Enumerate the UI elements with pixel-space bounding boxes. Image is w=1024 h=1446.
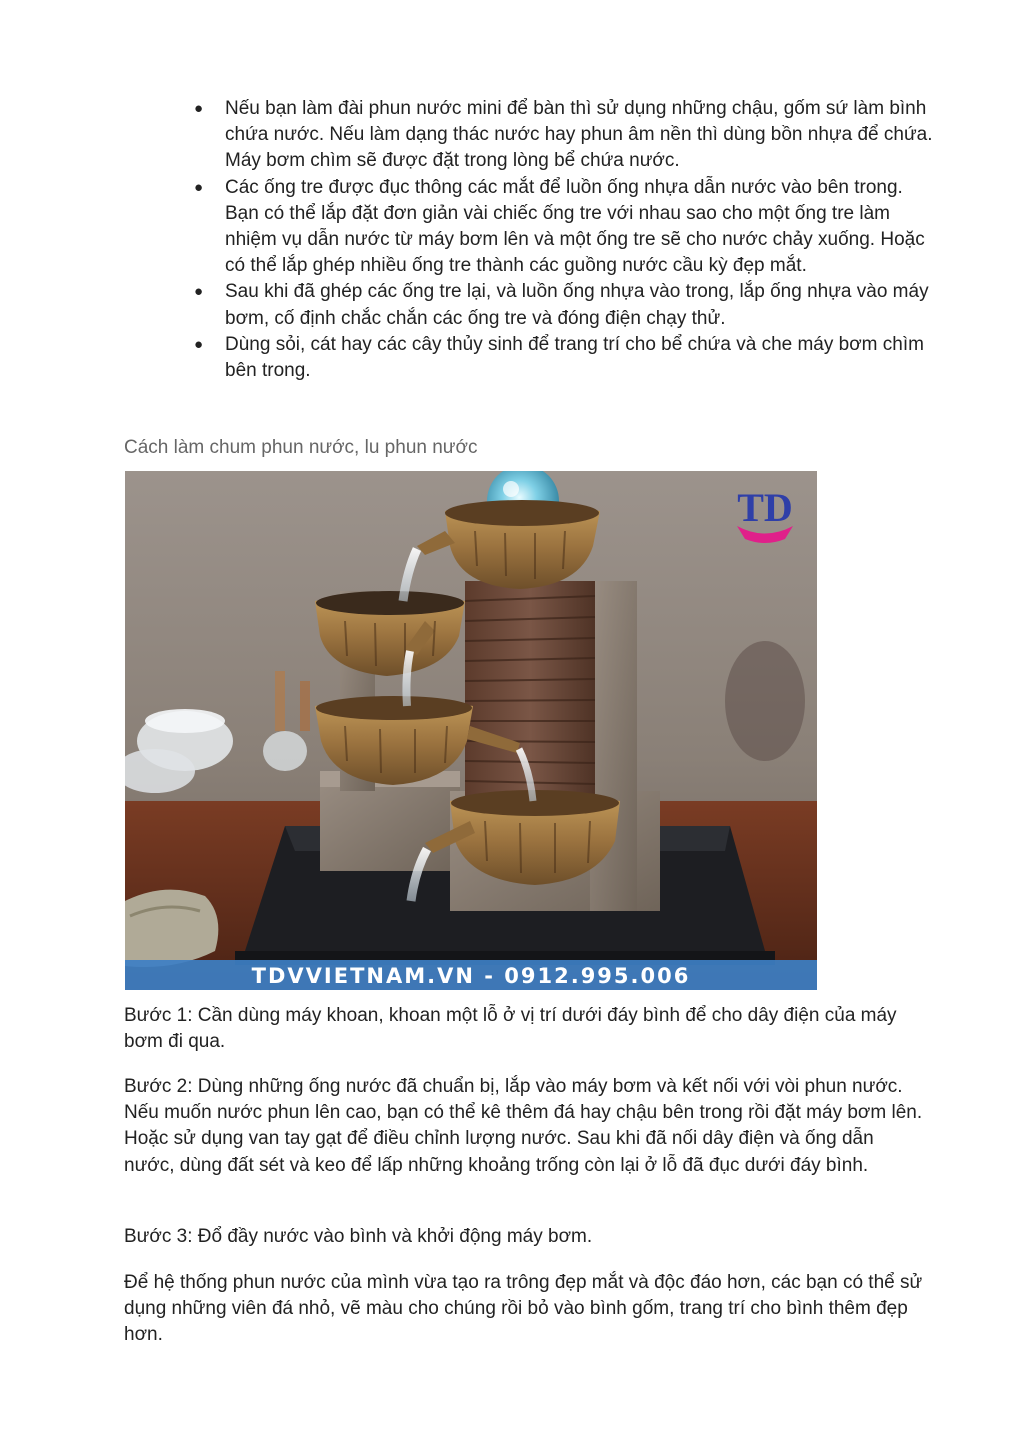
image-caption: Cách làm chum phun nước, lu phun nước <box>124 437 478 458</box>
bullet-list <box>194 96 934 384</box>
list-item-text: Dùng sỏi, cát hay các cây thủy sinh để trang trí cho bể chứa và che máy bơm chìm bên trong. <box>225 333 924 382</box>
list-item-text: Sau khi đã ghép các ống tre lại, và luồn ống nhựa vào trong, lắp ống nhựa vào máy bơm, cố định chắc chắn các ống tre và đóng điện chạy thử. <box>225 281 929 329</box>
bullet-icon: ● <box>194 100 204 117</box>
step-3-paragraph: Bước 3: Đổ đầy nước vào bình và khởi động máy bơm. <box>124 1226 593 1247</box>
list-item <box>194 175 934 280</box>
bullet-icon: ● <box>194 178 204 196</box>
bullet-icon: ● <box>194 335 204 353</box>
step-2-paragraph: Bước 2: Dùng những ống nước đã chuẩn bị, lắp vào máy bơm và kết nối với vòi phun nước. Nếu muốn nước phun lên cao, bạn có thể kê thêm đá hay chậu bên trong rồi đặt máy bơm lên. Hoặc sử dụng van tay gạt để điều chỉnh lượng nước. Sau khi đã nối dây điện và ống dẫn nước, dùng đất sét và keo để lấp những khoảng trống còn lại ở lỗ đã đục dưới đáy bình. <box>124 1076 923 1176</box>
list-item-text: Nếu bạn làm đài phun nước mini để bàn thì sử dụng những chậu, gốm sứ làm bình chứa nước. Nếu làm dạng thác nước hay phun âm nền thì dùng bồn nhựa để chứa. Máy bơm chìm sẽ được đặt trong lòng bể chứa nước. <box>225 98 933 172</box>
closing-paragraph: Để hệ thống phun nước của mình vừa tạo ra trông đẹp mắt và độc đáo hơn, các bạn có thể sử dụng những viên đá nhỏ, vẽ màu cho chúng rồi bỏ vào bình gốm, trang trí cho bình thêm đẹp hơn. <box>124 1272 923 1346</box>
list-item <box>194 96 934 175</box>
step-1-paragraph: Bước 1: Cần dùng máy khoan, khoan một lỗ ở vị trí dưới đáy bình để cho dây điện của máy bơm đi qua. <box>124 1005 897 1053</box>
image-banner-text: TDVVIETNAM.VN - 0912.995.006 <box>251 964 691 988</box>
fountain-photo <box>125 471 817 990</box>
logo-icon <box>737 485 793 543</box>
list-item <box>194 332 934 384</box>
bullet-icon: ● <box>194 283 204 301</box>
svg-text:TD: TD <box>737 485 793 530</box>
list-item-text: Các ống tre được đục thông các mắt để luồn ống nhựa dẫn nước vào bên trong. Bạn có thể lắp đặt đơn giản vài chiếc ống tre với nhau sao cho một ống tre làm nhiệm vụ dẫn nước từ máy bơm lên và một ống tre sẽ cho nước chảy xuống. Hoặc có thể lắp ghép nhiều ống tre thành các guồng nước cầu kỳ đẹp mắt. <box>225 176 925 277</box>
list-item <box>194 279 934 331</box>
